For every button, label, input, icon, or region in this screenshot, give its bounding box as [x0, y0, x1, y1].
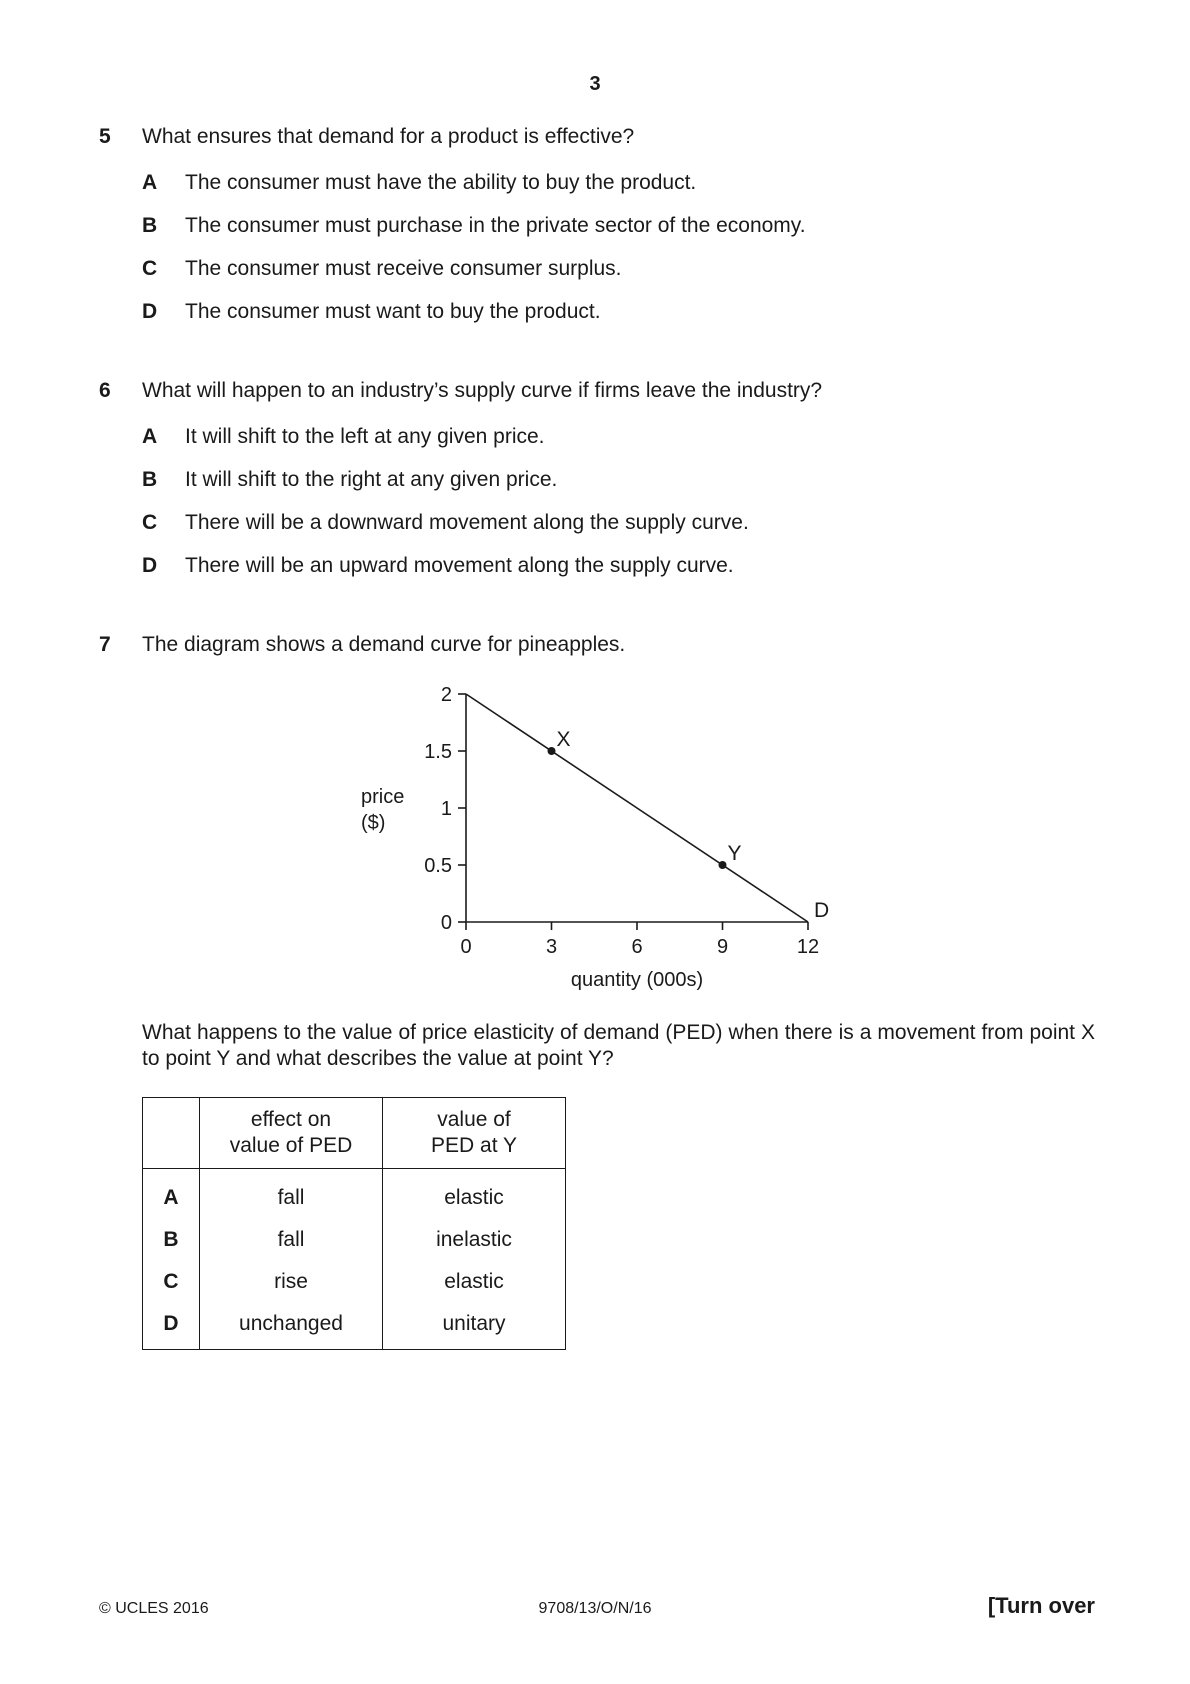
row-effect: unchanged: [200, 1303, 383, 1350]
data-point-x: [548, 747, 556, 755]
table-row: [143, 1219, 566, 1261]
header-line: effect on: [250, 1108, 332, 1131]
table-row: [143, 1169, 566, 1220]
header-line: PED at Y: [431, 1134, 517, 1157]
chart-ticks: [424, 684, 819, 958]
row-value: elastic: [383, 1169, 566, 1220]
row-letter: C: [143, 1261, 200, 1303]
y-tick-label: 1.5: [424, 741, 452, 763]
data-point-y: [719, 861, 727, 869]
question-number: 5: [99, 125, 111, 148]
row-letter: A: [143, 1169, 200, 1220]
page-number: 3: [589, 73, 601, 95]
option-text: There will be an upward movement along the supply curve.: [185, 554, 734, 577]
chart-series: [466, 694, 808, 922]
option-text: The consumer must want to buy the product.: [185, 300, 601, 323]
question-text: What ensures that demand for a product is effective?: [142, 125, 635, 148]
row-value: elastic: [383, 1261, 566, 1303]
y-tick-label: 2: [440, 684, 452, 706]
table-header-blank: [143, 1098, 200, 1169]
option-letter: A: [142, 425, 158, 448]
x-tick-label: 3: [545, 936, 558, 958]
question-number: 6: [99, 379, 111, 402]
demand-curve-line: [466, 694, 808, 922]
x-tick-label: 6: [631, 936, 643, 958]
y-axis-label: price: [361, 786, 405, 808]
option-letter: A: [142, 171, 158, 194]
option-text: The consumer must purchase in the private sector of the economy.: [185, 214, 806, 237]
option-text: The consumer must receive consumer surplus.: [185, 257, 622, 280]
table-header-effect: [200, 1098, 383, 1169]
answer-table: [142, 1097, 566, 1350]
row-effect: fall: [200, 1169, 383, 1220]
series-label: D: [814, 899, 830, 922]
x-tick-label: 0: [460, 936, 472, 958]
option-text: It will shift to the right at any given price.: [185, 468, 558, 491]
option-letter: C: [142, 511, 158, 534]
option-text: It will shift to the left at any given price.: [185, 425, 545, 448]
header-line: value of PED: [229, 1134, 353, 1157]
y-tick-label: 0: [440, 912, 452, 934]
x-tick-label: 9: [716, 936, 729, 958]
question-text: The diagram shows a demand curve for pineapples.: [142, 633, 626, 656]
header-line: value of: [437, 1108, 511, 1131]
option-letter: B: [142, 468, 158, 491]
question-stem: What happens to the value of price elasticity of demand (PED) when there is a movement from point X to point Y and what describes the value at point Y?: [142, 1021, 1095, 1070]
y-tick-label: 1: [440, 798, 452, 820]
point-label: Y: [727, 842, 742, 865]
option-letter: B: [142, 214, 158, 237]
option-letter: D: [142, 300, 158, 323]
option-letter: D: [142, 554, 158, 577]
table-row: [143, 1303, 566, 1350]
option-text: The consumer must have the ability to buy the product.: [185, 171, 697, 194]
y-tick-label: 0.5: [424, 855, 452, 877]
row-effect: fall: [200, 1219, 383, 1261]
option-text: There will be a downward movement along the supply curve.: [185, 511, 749, 534]
question-text: What will happen to an industry’s supply curve if firms leave the industry?: [142, 379, 823, 402]
footer-paper-code: 9708/13/O/N/16: [538, 1600, 652, 1617]
point-label: X: [556, 728, 571, 751]
footer-turn-over: [Turn over: [987, 1593, 1095, 1618]
row-value: unitary: [383, 1303, 566, 1350]
row-effect: rise: [200, 1261, 383, 1303]
row-value: inelastic: [383, 1219, 566, 1261]
footer-copyright: © UCLES 2016: [99, 1600, 209, 1617]
x-axis-label: quantity (000s): [570, 969, 704, 991]
row-letter: D: [143, 1303, 200, 1350]
table-row: [143, 1261, 566, 1303]
option-letter: C: [142, 257, 158, 280]
table-header-value: [383, 1098, 566, 1169]
y-axis-label: ($): [361, 812, 386, 834]
question-number: 7: [99, 633, 111, 656]
row-letter: B: [143, 1219, 200, 1261]
x-tick-label: 12: [796, 936, 820, 958]
